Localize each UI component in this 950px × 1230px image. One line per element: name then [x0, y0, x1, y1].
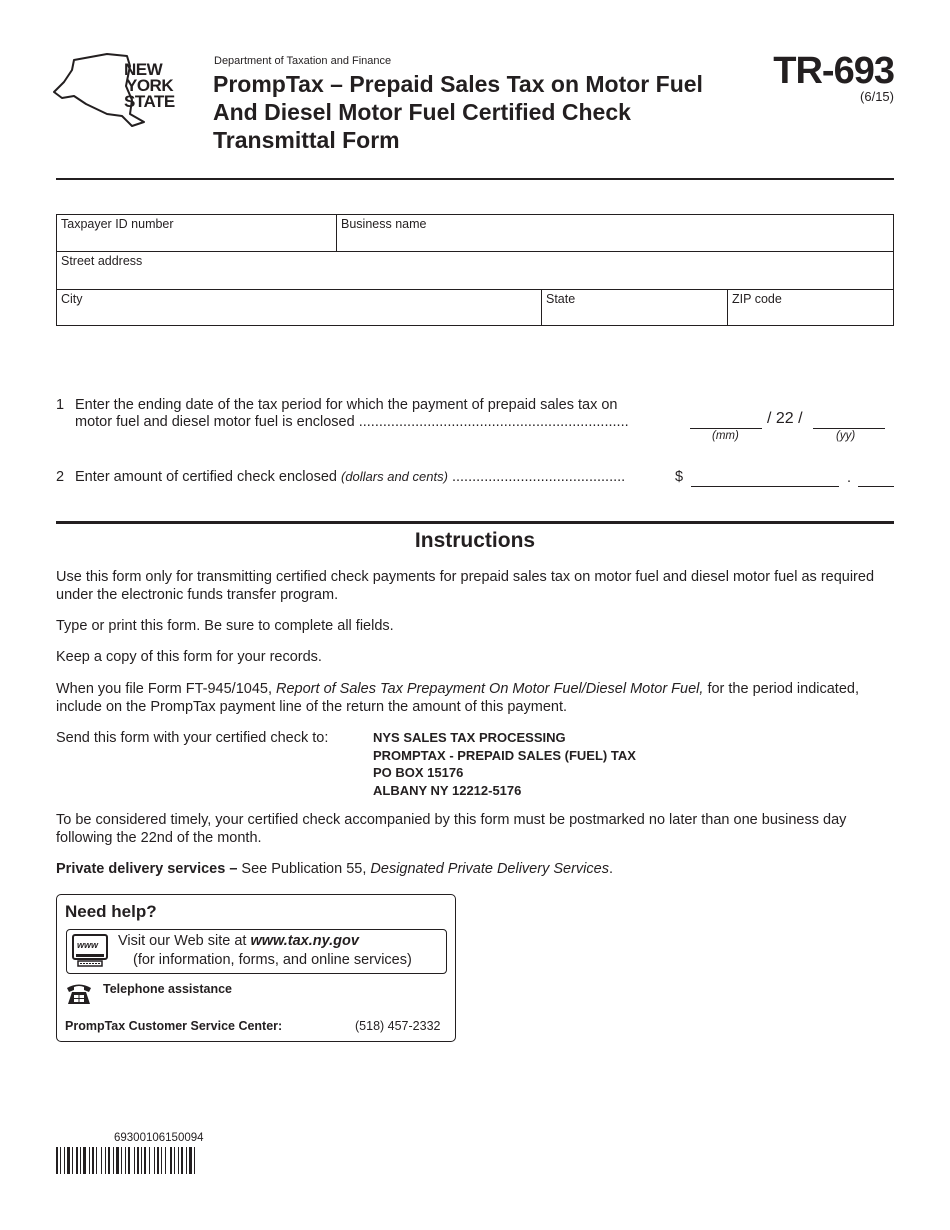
private-delivery: Private delivery services – See Publication 55, Designated Private Delivery Services. — [56, 861, 613, 877]
website-link[interactable]: www.tax.ny.gov — [250, 933, 359, 949]
line1-year-input[interactable] — [813, 427, 885, 429]
barcode-bar — [149, 1147, 150, 1174]
barcode-bar — [174, 1147, 175, 1174]
barcode-bar — [165, 1147, 166, 1174]
barcode-bar — [67, 1147, 70, 1174]
barcode-bar — [189, 1147, 192, 1174]
send-label: Send this form with your certified check to: — [56, 730, 329, 746]
barcode-bar — [56, 1147, 58, 1174]
barcode-bar — [186, 1147, 187, 1174]
business-name-field[interactable] — [336, 214, 894, 252]
instructions-p4: When you file Form FT-945/1045, Report of Sales Tax Prepayment On Motor Fuel/Diesel Motor Fuel, for the period indicated, include on the PrompTax payment line of the return the amount of this payment. — [56, 681, 859, 715]
instructions-p5: To be considered timely, your certified check accompanied by this form must be postmarked no later than one business day following the 22nd of the month. — [56, 812, 847, 846]
instructions-p1: Use this form only for transmitting certified check payments for prepaid sales tax on motor fuel and diesel motor fuel as required under the electronic funds transfer program. — [56, 569, 875, 603]
line1-month-input[interactable] — [690, 427, 762, 429]
business-name-label: Business name — [341, 217, 427, 231]
taxpayer-id-label: Taxpayer ID number — [61, 217, 174, 231]
state-field[interactable] — [541, 289, 728, 326]
barcode-bar — [76, 1147, 78, 1174]
logo-text: NEW YORK STATE — [124, 60, 175, 111]
barcode-bar — [194, 1147, 195, 1174]
telephone-heading: Telephone assistance — [103, 982, 232, 996]
barcode-bar — [144, 1147, 146, 1174]
barcode-bar — [72, 1147, 73, 1174]
barcode-bar — [161, 1147, 162, 1174]
barcode-bar — [134, 1147, 135, 1174]
website-text: Visit our Web site at www.tax.ny.gov — [118, 933, 359, 949]
computer-icon: www — [72, 934, 108, 968]
line2-dollar-sign: $ — [675, 469, 684, 485]
instructions-p3: Keep a copy of this form for your records. — [56, 649, 322, 665]
barcode-bar — [89, 1147, 90, 1174]
city-label: City — [61, 292, 83, 306]
line2-dollars-input[interactable] — [691, 485, 839, 487]
line2-cents-input[interactable] — [858, 485, 894, 487]
service-center-label: PrompTax Customer Service Center: — [65, 1019, 283, 1033]
form-number: TR-693 — [773, 50, 894, 92]
need-help-heading: Need help? — [65, 902, 157, 921]
barcode-bar — [125, 1147, 126, 1174]
instructions-divider — [56, 521, 894, 524]
line1-day: / 22 / — [767, 410, 803, 427]
barcode-bar — [128, 1147, 130, 1174]
street-address-label: Street address — [61, 254, 143, 268]
barcode-bar — [116, 1147, 119, 1174]
instructions-heading: Instructions — [414, 529, 536, 552]
barcode-bar — [137, 1147, 139, 1174]
zip-label: ZIP code — [732, 292, 782, 306]
line2-text: Enter amount of certified check enclosed (dollars and cents) ........................................... — [75, 469, 626, 485]
barcode-bar — [105, 1147, 106, 1174]
barcode-number: 69300106150094 — [114, 1132, 204, 1144]
barcode-bar — [108, 1147, 110, 1174]
header-divider — [56, 178, 894, 180]
barcode-bar — [83, 1147, 86, 1174]
barcode-bar — [80, 1147, 81, 1174]
barcode-bar — [113, 1147, 114, 1174]
mailing-address: NYS SALES TAX PROCESSING PROMPTAX - PREPAID SALES (FUEL) TAX PO BOX 15176 ALBANY NY 12212-5176 — [373, 730, 636, 798]
barcode-bar — [141, 1147, 142, 1174]
barcode-bar — [121, 1147, 122, 1174]
barcode-bar — [101, 1147, 102, 1174]
taxpayer-id-field[interactable] — [56, 214, 337, 252]
line1-text: Enter the ending date of the tax period for which the payment of prepaid sales tax on motor fuel and diesel motor fuel is enclosed ................................................................... — [75, 397, 629, 430]
line1-mm-label: (mm) — [712, 430, 739, 442]
barcode-bar — [178, 1147, 179, 1174]
barcode-bar — [96, 1147, 97, 1174]
line2-decimal: . — [847, 470, 852, 486]
telephone-icon — [65, 982, 93, 1006]
barcode — [56, 1147, 268, 1174]
city-field[interactable] — [56, 289, 542, 326]
barcode-bar — [181, 1147, 183, 1174]
barcode-bar — [64, 1147, 65, 1174]
service-center-phone: (518) 457-2332 — [355, 1019, 441, 1033]
zip-field[interactable] — [727, 289, 894, 326]
barcode-bar — [60, 1147, 61, 1174]
department-name: Department of Taxation and Finance — [214, 55, 392, 67]
barcode-bar — [154, 1147, 155, 1174]
state-label: State — [546, 292, 576, 306]
barcode-bar — [92, 1147, 94, 1174]
line2-number: 2 — [56, 469, 65, 485]
instructions-p2: Type or print this form. Be sure to complete all fields. — [56, 618, 394, 634]
barcode-bar — [170, 1147, 172, 1174]
website-note: (for information, forms, and online services) — [133, 952, 412, 968]
line1-yy-label: (yy) — [836, 430, 856, 442]
barcode-bar — [157, 1147, 159, 1174]
form-revision-date: (6/15) — [860, 89, 894, 104]
street-address-field[interactable] — [56, 251, 894, 290]
line1-number: 1 — [56, 397, 65, 413]
form-title: PrompTax – Prepaid Sales Tax on Motor Fuel And Diesel Motor Fuel Certified Check Transmittal Form — [213, 71, 703, 153]
